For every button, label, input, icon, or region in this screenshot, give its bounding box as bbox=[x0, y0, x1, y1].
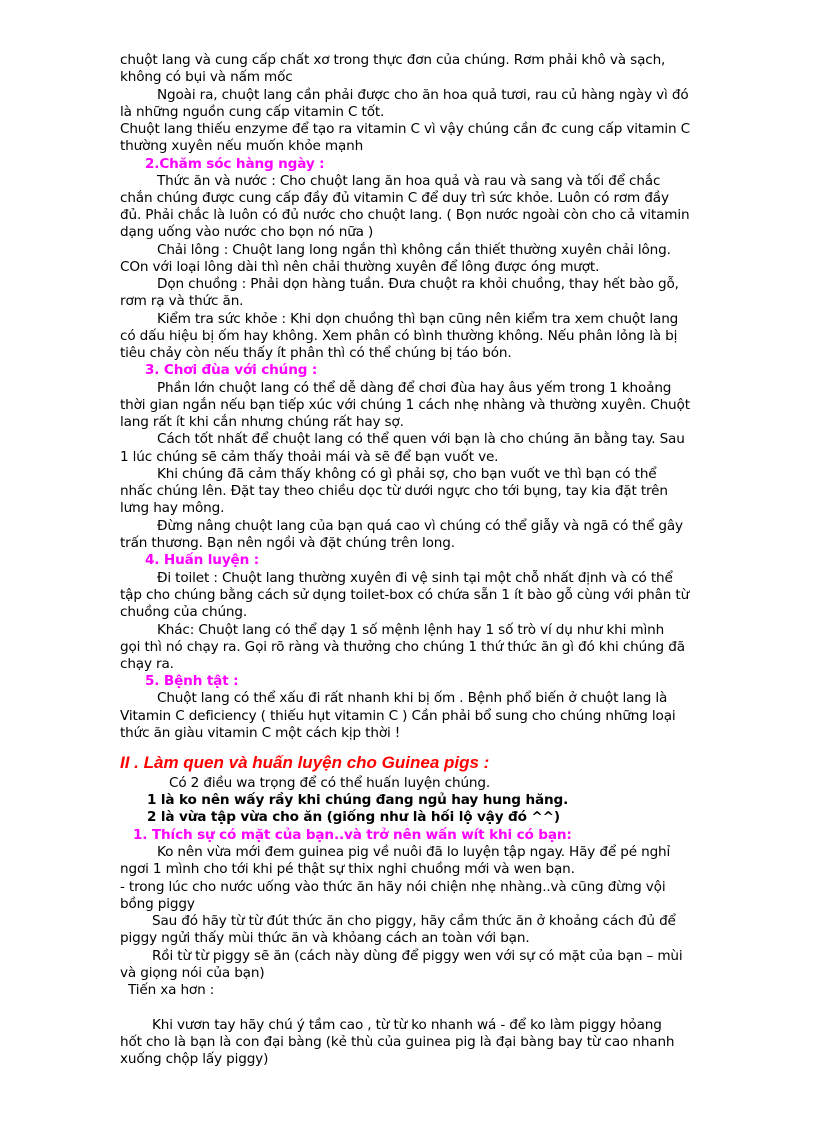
text-line: Rồi từ từ piggy sẽ ăn (cách này dùng để piggy wen với sự có mặt của bạn – mùi bbox=[152, 948, 683, 964]
text-line: Khi vươn tay hãy chú ý tầm cao , từ từ ko nhanh wá - để ko làm piggy hỏang bbox=[152, 1017, 662, 1033]
text-line: chắn chúng được cung cấp đầy đủ vitamin C để duy trì sức khỏe. Luôn có rơm đầy bbox=[120, 190, 669, 206]
text-line: thức ăn giàu vitamin C một cách kịp thời ! bbox=[120, 725, 401, 741]
section-heading: 5. Bệnh tật : bbox=[145, 673, 239, 689]
key-point: 2 là vừa tập vừa cho ăn (giống như là hối lộ vậy đó ^^) bbox=[147, 809, 560, 825]
text-line: hốt cho là bạn là con đại bàng (kẻ thù của guinea pig là đại bàng bay từ cao nhanh bbox=[120, 1034, 675, 1050]
text-line: Phần lớn chuột lang có thể dễ dàng để chơi đùa hay âus yếm trong 1 khoảng bbox=[157, 380, 672, 396]
text-line: không có bụi và nấm mốc bbox=[120, 69, 293, 85]
text-line: trấn thương. Bạn nên ngồi và đặt chúng trên long. bbox=[120, 535, 455, 551]
text-line: Khác: Chuột lang có thể dạy 1 số mệnh lệnh hay 1 số trò ví dụ như khi mình bbox=[157, 622, 665, 638]
text-line: thời gian ngắn nếu bạn tiếp xúc với chúng 1 cách nhẹ nhàng và thường xuyên. Chuột bbox=[120, 397, 690, 413]
text-line: Chuột lang thiếu enzyme để tạo ra vitamin C vì vậy chúng cần đc cung cấp vitamin C bbox=[120, 121, 690, 137]
text-line: Đừng nâng chuột lang của bạn quá cao vì chúng có thể giẫy và ngã có thể gây bbox=[157, 518, 683, 534]
text-line: ngơi 1 mình cho tới khi pé thật sự thix nghi chuồng mới và wen bạn. bbox=[120, 861, 575, 877]
text-line: Kiểm tra sức khỏe : Khi dọn chuồng thì bạn cũng nên kiểm tra xem chuột lang bbox=[157, 311, 679, 327]
text-line: Thức ăn và nước : Cho chuột lang ăn hoa quả và rau và sang và tối để chắc bbox=[157, 173, 661, 189]
text-line: Đi toilet : Chuột lang thường xuyên đi vệ sinh tại một chỗ nhất định và có thể bbox=[157, 570, 673, 586]
text-line: bồng piggy bbox=[120, 896, 195, 912]
text-line: đủ. Phải chắc là luôn có đủ nước cho chuột lang. ( Bọn nước ngoài còn cho cả vitamin bbox=[120, 207, 690, 223]
text-line: tiêu chảy còn nếu thấy ít phân thì có thể chúng bị táo bón. bbox=[120, 345, 512, 361]
section-heading: 4. Huấn luyện : bbox=[145, 552, 260, 568]
text-line: piggy ngửi thấy mùi thức ăn và khỏang cách an toàn với bạn. bbox=[120, 930, 530, 946]
chapter-heading: II . Làm quen và huấn luyện cho Guinea pigs : bbox=[120, 753, 490, 772]
text-line: chạy ra. bbox=[120, 656, 174, 672]
text-line: nhấc chúng lên. Đặt tay theo chiều dọc từ dưới ngực cho tới bụng, tay kia đặt trên bbox=[120, 483, 668, 499]
section-heading: 2.Chăm sóc hàng ngày : bbox=[145, 156, 325, 172]
text-line: và giọng nói của bạn) bbox=[120, 965, 265, 981]
text-line: chuột lang và cung cấp chất xơ trong thực đơn của chúng. Rơm phải khô và sạch, bbox=[120, 52, 666, 68]
text-line: tập cho chúng bằng cách sử dụng toilet-box có chứa sẵn 1 ít bào gỗ cùng với phân từ bbox=[120, 587, 690, 603]
key-point: 1 là ko nên wấy rầy khi chúng đang ngủ hay hung hăng. bbox=[147, 792, 569, 808]
text-line: 1 lúc chúng sẽ cảm thấy thoải mái và sẽ để bạn vuốt ve. bbox=[120, 449, 499, 465]
text-line: COn với loại lông dài thì nên chải thường xuyên để lông được óng mượt. bbox=[120, 259, 600, 275]
text-line: Tiến xa hơn : bbox=[128, 982, 215, 998]
text-line: Chải lông : Chuột lang long ngắn thì không cần thiết thường xuyên chải lông. bbox=[157, 242, 671, 258]
text-line: Ko nên vừa mới đem guinea pig về nuôi đã lo luyện tập ngay. Hãy để pé nghỉ bbox=[157, 844, 671, 860]
section-heading: 3. Chơi đùa với chúng : bbox=[145, 362, 318, 378]
text-line: Vitamin C deficiency ( thiếu hụt vitamin C ) Cần phải bổ sung cho chúng những loại bbox=[120, 708, 676, 724]
text-line: Ngoài ra, chuột lang cần phải được cho ăn hoa quả tươi, rau củ hàng ngày vì đó bbox=[157, 87, 689, 103]
text-line: Cách tốt nhất để chuột lang có thể quen với bạn là cho chúng ăn bằng tay. Sau bbox=[157, 431, 685, 447]
section-heading: 1. Thích sự có mặt của bạn..và trở nên wấn wít khi có bạn: bbox=[133, 827, 572, 843]
text-line: Dọn chuồng : Phải dọn hàng tuần. Đưa chuột ra khỏi chuồng, thay hết bào gỗ, bbox=[157, 276, 679, 292]
text-line: lang rất ít khi cắn nhưng chúng rất hay sợ. bbox=[120, 414, 404, 430]
text-line: có dấu hiệu bị ốm hay không. Xem phân có bình thường không. Nếu phân lỏng là bị bbox=[120, 328, 678, 344]
text-line: Khi chúng đã cảm thấy không có gì phải sợ, cho bạn vuốt ve thì bạn có thể bbox=[157, 466, 657, 482]
text-line: chuồng của chúng. bbox=[120, 604, 248, 620]
text-line: dạng uống vào nước cho bọn nó nữa ) bbox=[120, 224, 374, 240]
text-line: rơm rạ và thức ăn. bbox=[120, 293, 244, 309]
text-line: lưng hay mông. bbox=[120, 500, 225, 516]
text-line: - trong lúc cho nước uống vào thức ăn hãy nói chiện nhẹ nhàng..và cũng đừng vội bbox=[120, 879, 666, 895]
text-line: gọi thì nó chạy ra. Gọi rõ ràng và thưởng cho chúng 1 thứ thức ăn gì đó khi chúng đã bbox=[120, 639, 685, 655]
text-line: thường xuyên nếu muốn khỏe mạnh bbox=[120, 138, 364, 154]
text-line: là những nguồn cung cấp vitamin C tốt. bbox=[120, 104, 385, 120]
text-line: Sau đó hãy từ từ đút thức ăn cho piggy, hãy cầm thức ăn ở khoảng cách đủ để bbox=[152, 913, 676, 929]
text-line: Có 2 điều wa trọng để có thể huấn luyện chúng. bbox=[169, 775, 491, 791]
text-line: Chuột lang có thể xấu đi rất nhanh khi bị ốm . Bệnh phổ biến ở chuột lang là bbox=[157, 690, 668, 706]
text-line: xuống chộp lấy piggy) bbox=[120, 1051, 269, 1067]
